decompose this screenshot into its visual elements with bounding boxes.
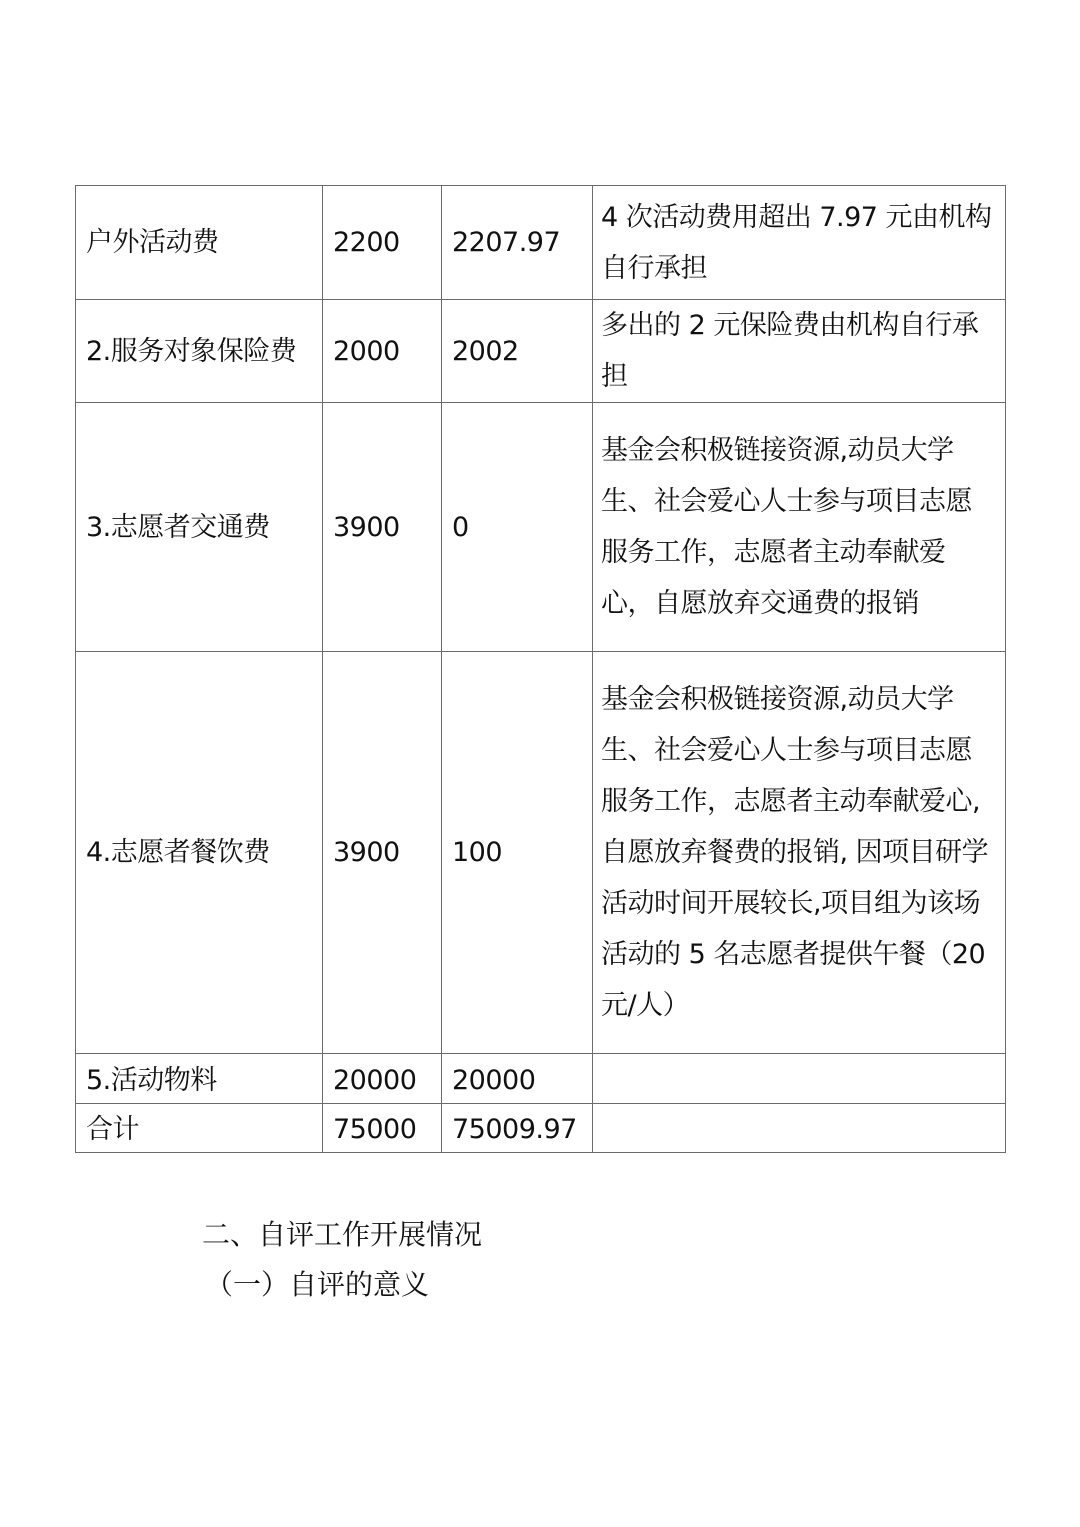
actual-cell: 75009.97 <box>442 1104 593 1153</box>
note-cell <box>593 1104 1006 1153</box>
section-heading: 二、自评工作开展情况 <box>202 1218 483 1251</box>
table-row <box>76 1054 1006 1104</box>
budget-cell: 20000 <box>323 1054 442 1104</box>
item-cell: 4.志愿者餐饮费 <box>76 652 323 1054</box>
item-cell: 2.服务对象保险费 <box>76 300 323 403</box>
note-cell: 基金会积极链接资源,动员大学生、社会爱心人士参与项目志愿服务工作，志愿者主动奉献爱心，自愿放弃交通费的报销 <box>593 403 1006 652</box>
item-cell: 5.活动物料 <box>76 1054 323 1104</box>
budget-cell: 75000 <box>323 1104 442 1153</box>
actual-cell: 2002 <box>442 300 593 403</box>
budget-cell: 2200 <box>323 186 442 300</box>
budget-cell: 3900 <box>323 403 442 652</box>
actual-cell: 2207.97 <box>442 186 593 300</box>
actual-cell: 0 <box>442 403 593 652</box>
note-cell: 4 次活动费用超出 7.97 元由机构自行承担 <box>593 186 1006 300</box>
note-cell: 多出的 2 元保险费由机构自行承担 <box>593 300 1006 403</box>
note-cell <box>593 1054 1006 1104</box>
budget-cell: 2000 <box>323 300 442 403</box>
table-row <box>76 403 1006 652</box>
budget-table <box>75 185 1006 1153</box>
item-cell: 户外活动费 <box>76 186 323 300</box>
actual-cell: 20000 <box>442 1054 593 1104</box>
item-cell: 3.志愿者交通费 <box>76 403 323 652</box>
actual-cell: 100 <box>442 652 593 1054</box>
section-subheading: （一）自评的意义 <box>205 1268 430 1301</box>
total-row <box>76 1104 1006 1153</box>
budget-cell: 3900 <box>323 652 442 1054</box>
table-row <box>76 186 1006 300</box>
table-row <box>76 652 1006 1054</box>
table-row <box>76 300 1006 403</box>
note-cell: 基金会积极链接资源,动员大学生、社会爱心人士参与项目志愿服务工作，志愿者主动奉献爱心, 自愿放弃餐费的报销, 因项目研学活动时间开展较长,项目组为该场活动的 5 名志愿者提供午餐（20 元/人） <box>593 652 1006 1054</box>
item-cell: 合计 <box>76 1104 323 1153</box>
